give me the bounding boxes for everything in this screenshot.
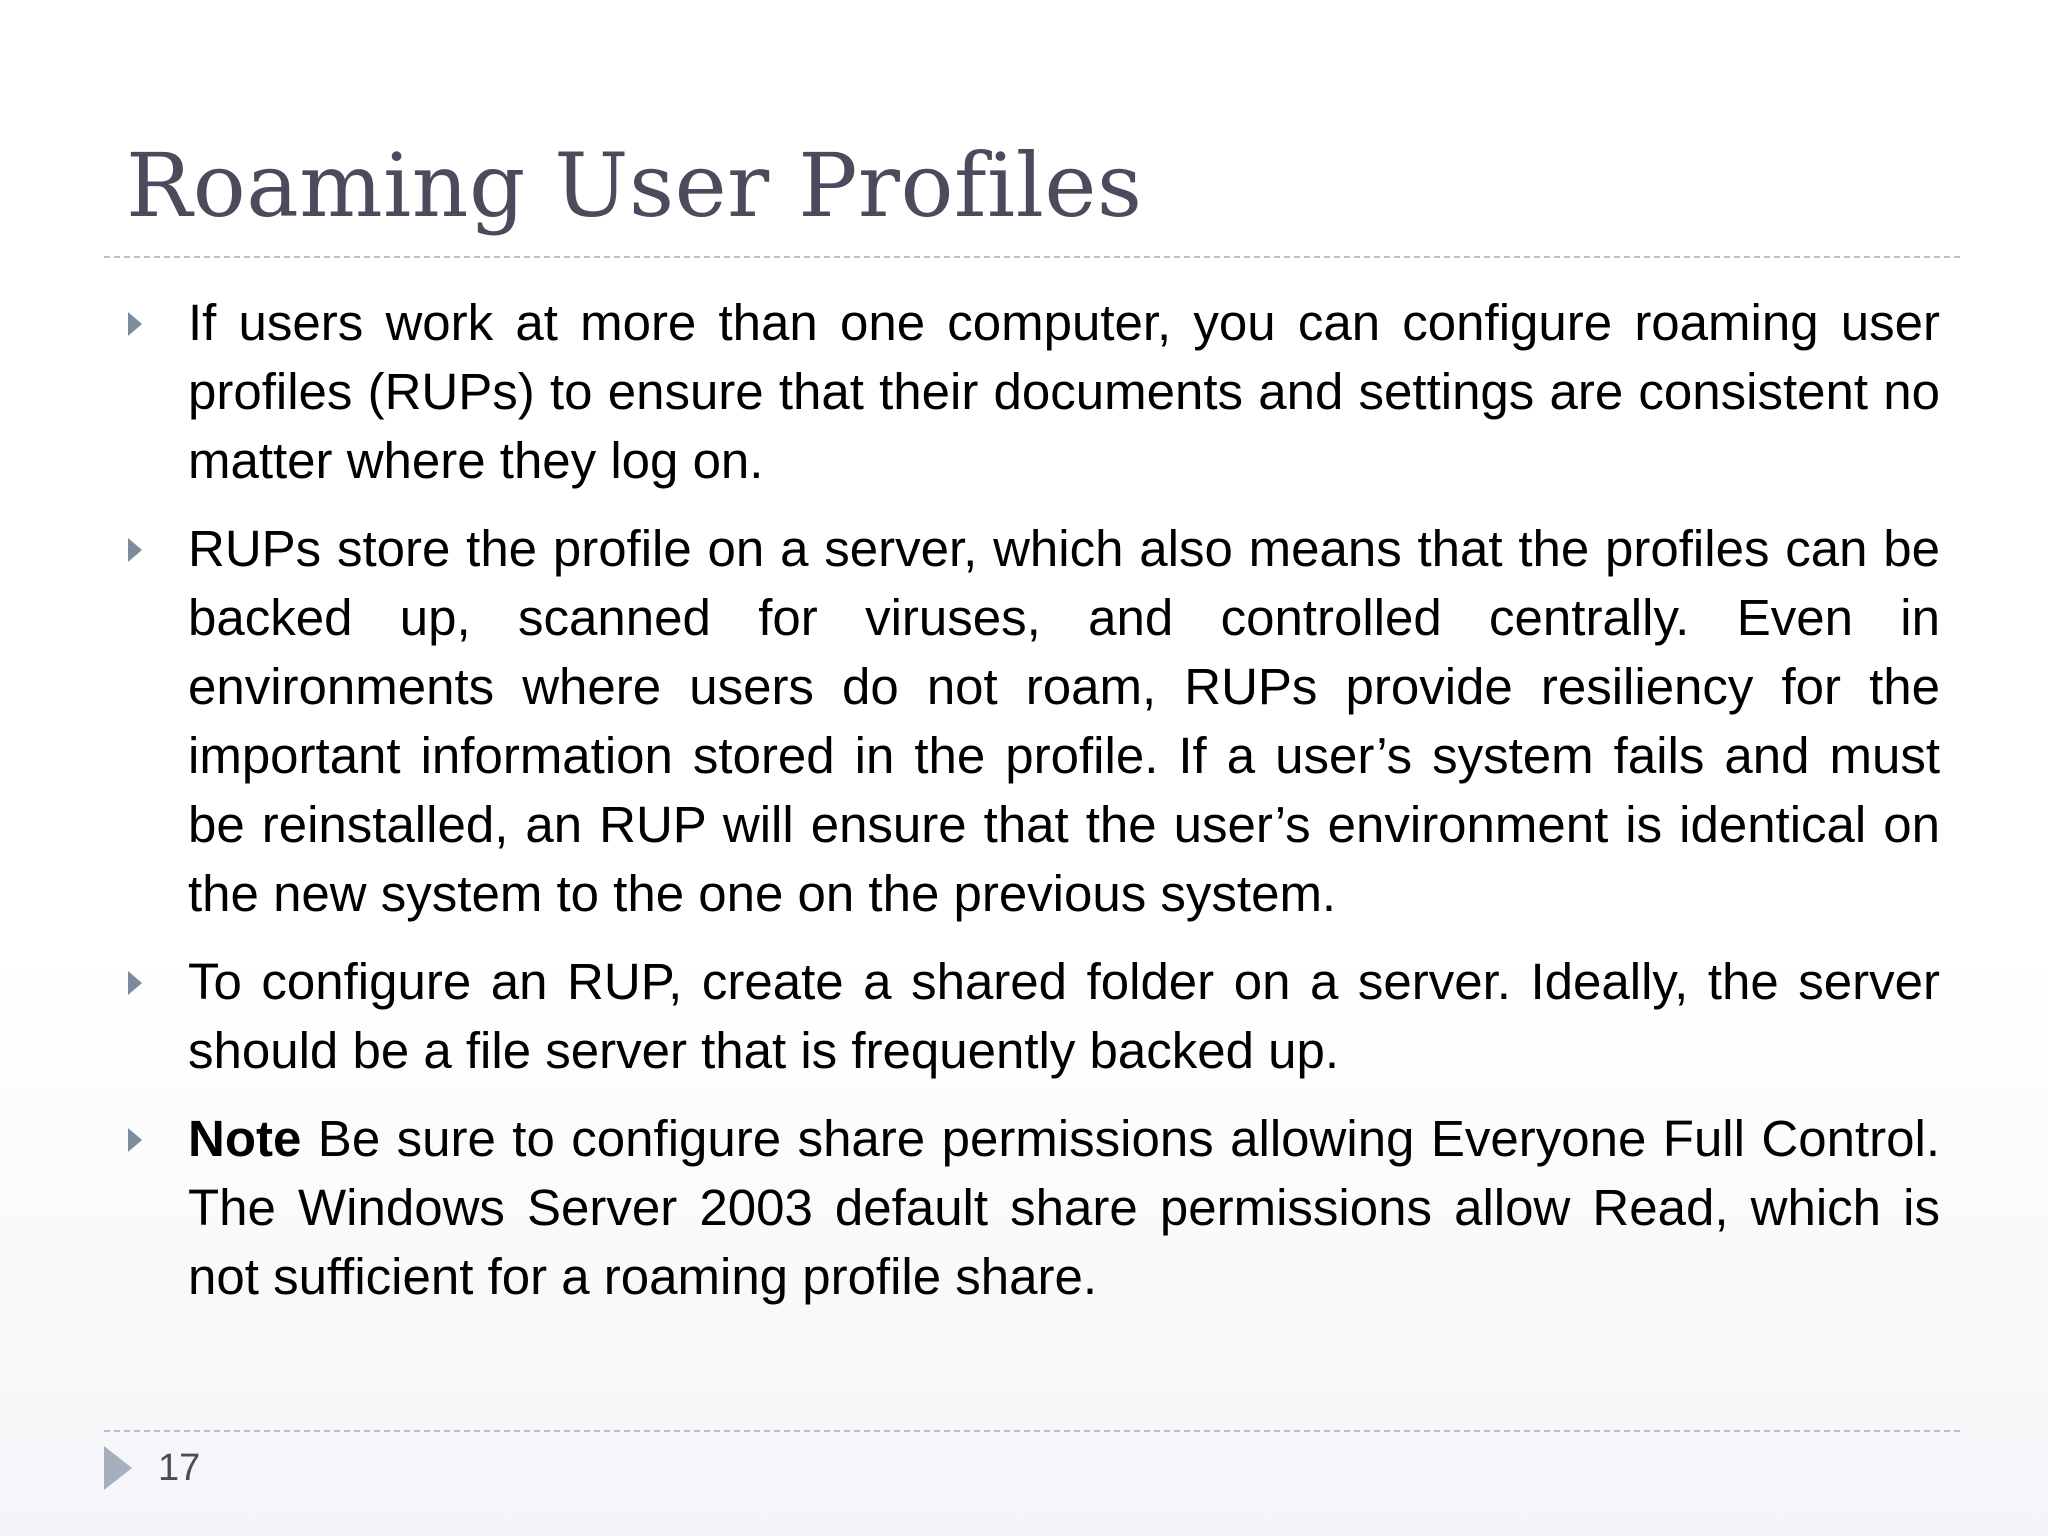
slide-title: Roaming User Profiles [126,134,1143,237]
footer-triangle-icon [104,1446,132,1490]
title-divider [104,256,1960,258]
bullet-text: To configure an RUP, create a shared folder on a server. Ideally, the server should be a file server that is frequently backed up. [188,953,1940,1079]
triangle-right-icon [128,312,142,336]
triangle-right-icon [128,971,142,995]
bullet-text: If users work at more than one computer, you can configure roaming user profiles (RUPs) to ensure that their documents and settings are consistent no matter where they log on. [188,294,1940,489]
note-label: Note [188,1110,302,1167]
bullet-item [120,947,1940,1085]
bullet-list [120,288,1940,1330]
bullet-item [120,288,1940,495]
footer-divider [104,1430,1960,1432]
bullet-text: RUPs store the profile on a server, which also means that the profiles can be backed up, scanned for viruses, and controlled centrally. Even in environments where users do not roam, RUPs provide resiliency for the important information stored in the profile. If a user’s system fails and must be reinstalled, an RUP will ensure that the user’s environment is identical on the new system to the one on the previous system. [188,520,1940,922]
page-number: 17 [158,1447,201,1489]
bullet-item [120,514,1940,928]
triangle-right-icon [128,1128,142,1152]
triangle-right-icon [128,538,142,562]
bullet-text [188,1104,1940,1311]
note-text: Be sure to configure share permissions allowing Everyone Full Control. The Windows Server 2003 default share permissions allow Read, which is not sufficient for a roaming profile share. [188,1110,1940,1305]
bullet-item-note [120,1104,1940,1311]
